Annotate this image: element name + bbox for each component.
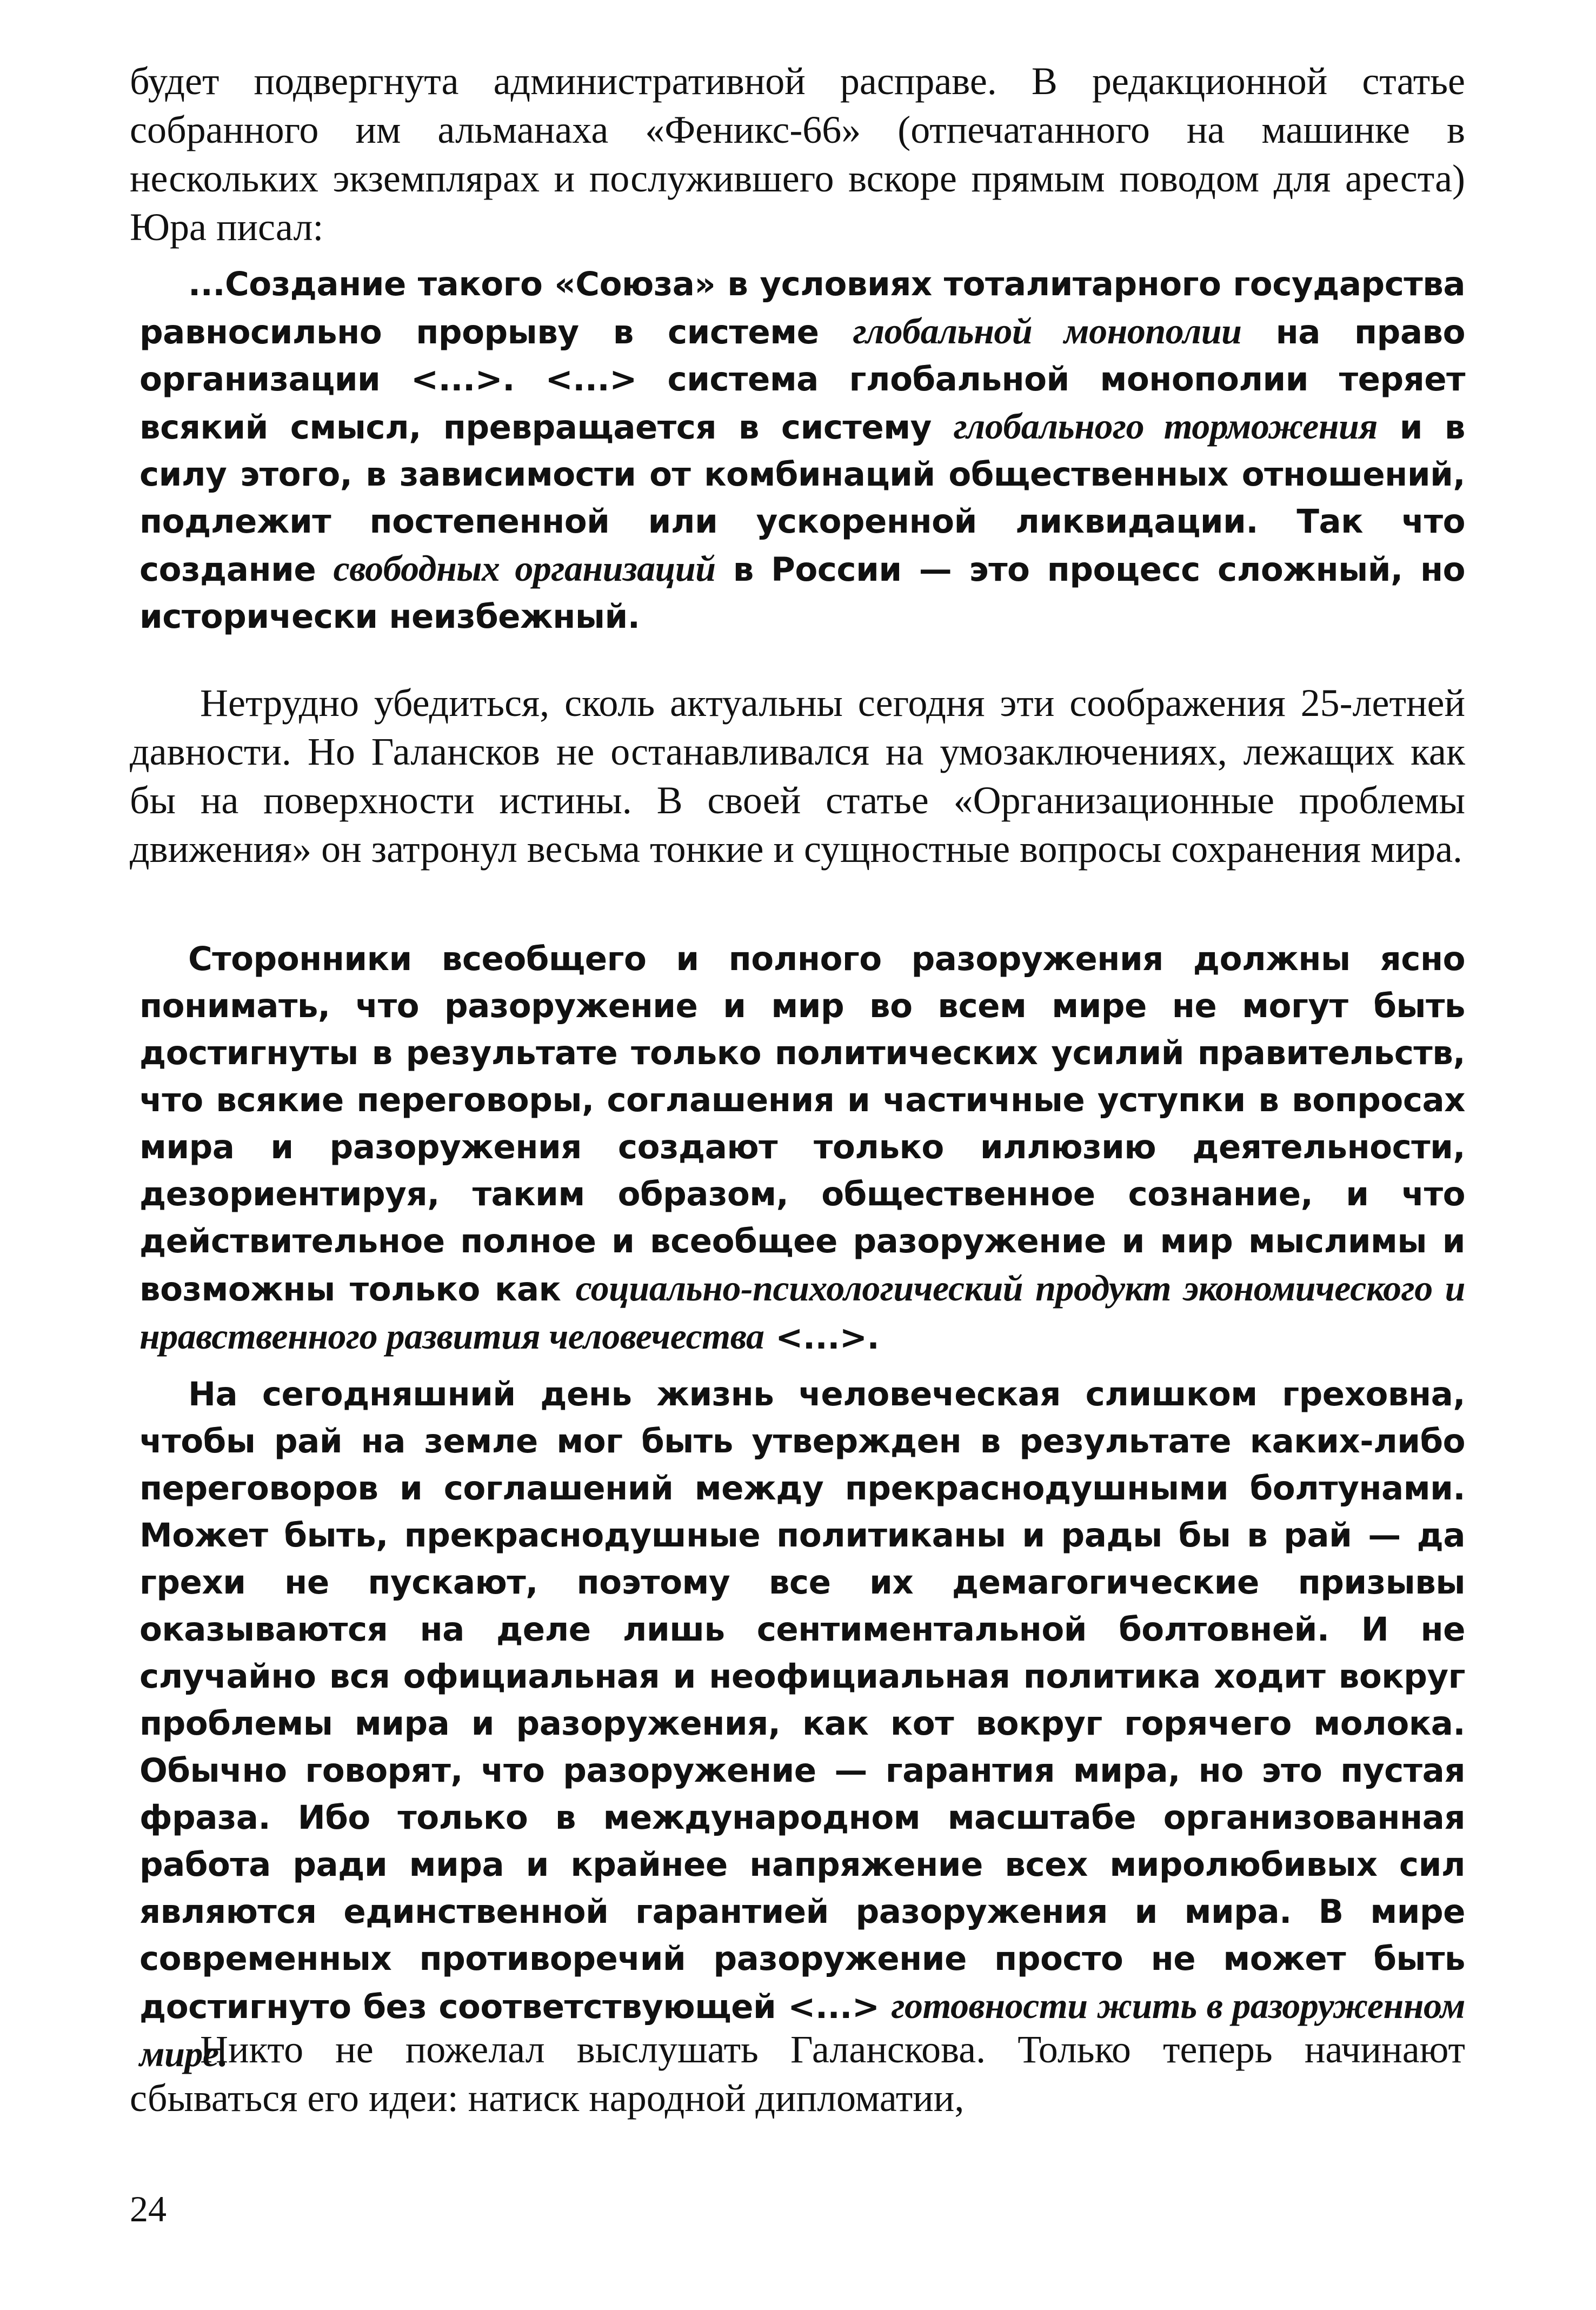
quote-1-text-a: ...Создание такого «Союза» в условиях тоталитарного государства равносильно прорыву в системе <box>139 265 1465 351</box>
paragraph-1: будет подвергнута административной расправе. В редакционной статье собранного им альманаха «Феникс-66» (отпечатанного на машинке в нескольких экземплярах и послужившего вскоре прямым поводом для ареста) Юра писал: <box>130 59 1465 249</box>
quote-1-emphasis-3: свободных организаций <box>333 548 716 589</box>
quote-2-text-c: <...>. <box>764 1318 880 1357</box>
quote-1-text-c: на право организации <...>. <...> система глобальной монополии теряет всякий смысл, превращается в систему <box>139 313 1465 447</box>
quote-3-text-a: На сегодняшний день жизнь человеческая слишком греховна, чтобы рай на земле мог быть утвержден в результате каких-либо переговоров и соглашений между прекраснодушными болтунами. Может быть, прекраснодушные политиканы и рады бы в рай — да грехи не пускают, поэтому все их демагогические призывы оказываются на деле лишь сентиментальной болтовней. И не случайно вся официальная и неофициальная политика ходит вокруг проблемы мира и разоружения, как кот вокруг горячего молока. Обычно говорят, что разоружение — гарантия мира, но это пустая фраза. Ибо только в международном масштабе организованная работа ради мира и крайнее напряжение всех миролюбивых сил являются единственной гарантией разоружения и мира. В мире современных противоречий разоружение просто не может быть достигнуто без соответствующей <...> <box>139 1375 1465 2026</box>
page-number: 24 <box>130 2188 167 2229</box>
paragraph-3: Никто не пожелал выслушать Галанскова. Только теперь начинают сбываться его идеи: натиск народной дипломатии, <box>130 2028 1465 2120</box>
quote-3 <box>139 1371 1465 2079</box>
quote-2-emphasis: социально-психологический продукт экономического и нравственного развития человечества <box>139 1267 1466 1357</box>
quote-1-emphasis-2: глобального торможения <box>953 406 1378 447</box>
quote-1-text-e: и в силу этого, в зависимости от комбинаций общественных отношений, подлежит постепенной или ускоренной ликвидации. Так что создание <box>139 408 1465 589</box>
quote-1-text-g: в России — это процесс сложный, но исторически неизбежный. <box>139 550 1465 636</box>
quote-2-text-a: Сторонники всеобщего и полного разоружения должны ясно понимать, что разоружение и мир во всем мире не могут быть достигнуты в результате только политических усилий правительств, что всякие переговоры, соглашения и частичные уступки в вопросах мира и разоружения создают только иллюзию деятельности, дезориентируя, таким образом, общественное сознание, и что действительное полное и всеобщее разоружение и мир мыслимы и возможны только как <box>139 940 1465 1309</box>
quote-3-emphasis: готовности жить в разоруженном мире. <box>139 1985 1465 2074</box>
quote-1 <box>139 261 1465 640</box>
quote-1-emphasis-1: глобальной монополии <box>853 310 1242 351</box>
quote-2 <box>139 935 1465 1361</box>
paragraph-2: Нетрудно убедиться, сколь актуальны сегодня эти соображения 25-летней давности. Но Галансков не останавливался на умозаключениях, лежащих как бы на поверхности истины. В своей статье «Организационные проблемы движения» он затронул весьма тонкие и сущностные вопросы сохранения мира. <box>130 681 1465 871</box>
